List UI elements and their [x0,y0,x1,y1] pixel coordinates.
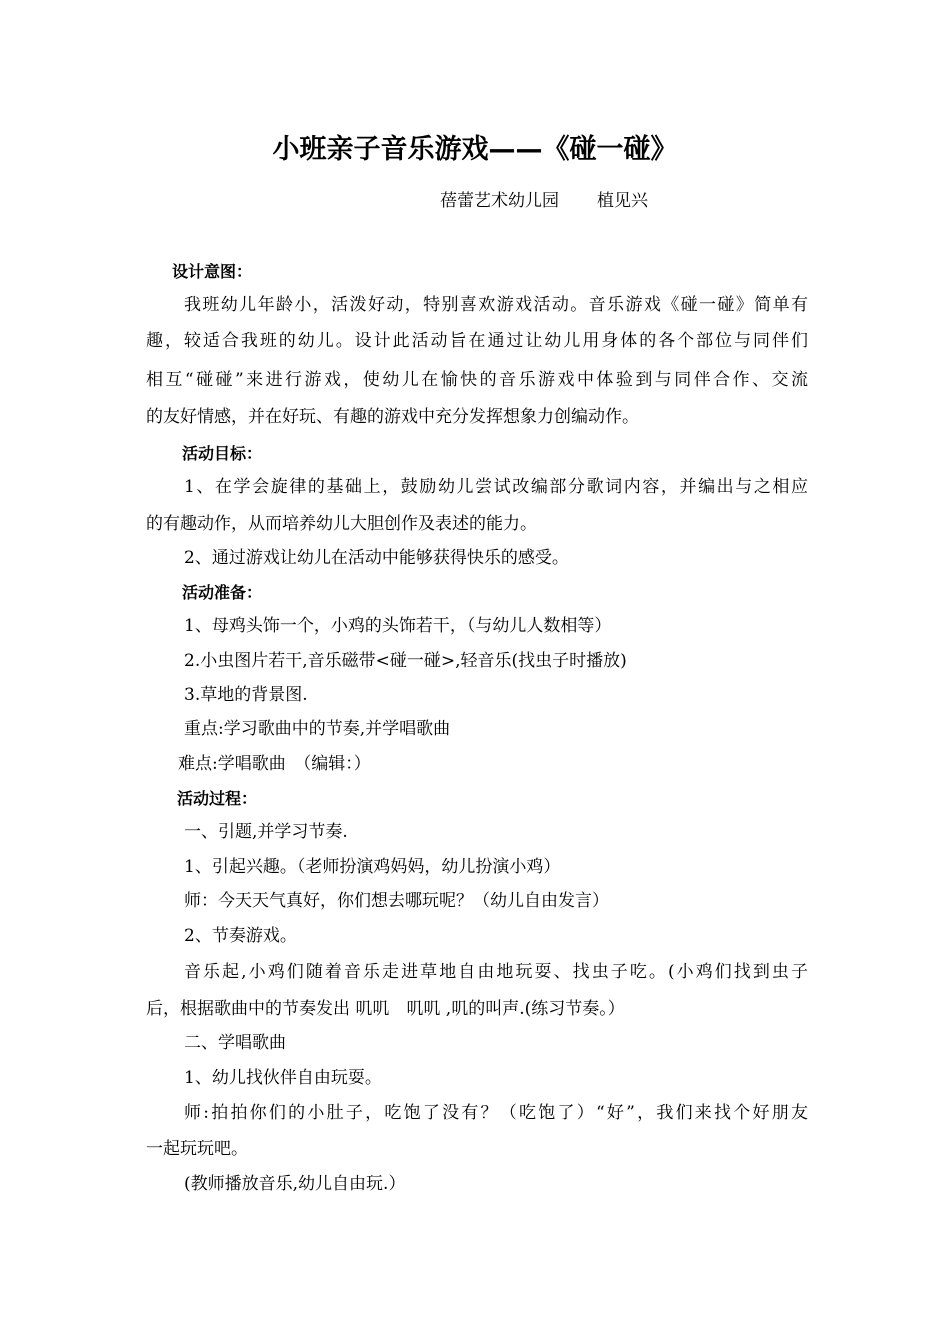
paragraph-line: 2、节奏游戏。 [184,926,297,946]
section-heading-preparation: 活动准备： [182,583,263,602]
paragraph-line: 后，根据歌曲中的节奏发出 叽叽 叽叽 ,叽的叫声.(练习节奏。） [146,999,625,1019]
author-name: 植见兴 [597,191,648,211]
author-line [440,187,648,215]
paragraph-line: 的友好情感，并在好玩、有趣的游戏中充分发挥想象力创编动作。 [146,407,639,427]
paragraph-line: 1、母鸡头饰一个，小鸡的头饰若干，（与幼儿人数相等） [184,616,612,636]
paragraph-line: 二、学唱歌曲 [184,1033,286,1053]
paragraph-line: 3.草地的背景图. [184,685,308,705]
paragraph-line: 难点:学唱歌曲 （编辑：） [178,754,371,774]
paragraph-line: 1、幼儿找伙伴自由玩耍。 [184,1068,382,1088]
paragraph-line: 趣，较适合我班的幼儿。设计此活动旨在通过让幼儿用身体的各个部位与同伴们 [146,331,808,351]
school-name: 蓓蕾艺术幼儿园 [440,191,559,211]
paragraph-line: 一起玩玩吧。 [146,1139,248,1159]
paragraph-line: 1、在学会旋律的基础上，鼓励幼儿尝试改编部分歌词内容，并编出与之相应 [184,477,808,497]
paragraph-line: 相互“碰碰”来进行游戏，使幼儿在愉快的音乐游戏中体验到与同伴合作、交流 [146,370,808,390]
page-title: 小班亲子音乐游戏——《碰一碰》 [272,134,678,165]
paragraph-line: 的有趣动作，从而培养幼儿大胆创作及表述的能力。 [146,514,537,534]
paragraph-line: 2、通过游戏让幼儿在活动中能够获得快乐的感受。 [184,548,569,568]
paragraph-line: (教师播放音乐,幼儿自由玩.） [184,1174,406,1194]
paragraph-line: 2.小虫图片若干,音乐磁带<碰一碰>,轻音乐(找虫子时播放) [184,651,627,671]
paragraph-line: 师：今天天气真好，你们想去哪玩呢？（幼儿自由发言） [184,891,609,911]
section-heading-process: 活动过程： [177,789,258,808]
paragraph-line: 一、引题,并学习节奏. [184,822,348,842]
paragraph-line: 我班幼儿年龄小，活泼好动，特别喜欢游戏活动。音乐游戏《碰一碰》简单有 [184,295,808,315]
section-heading-goals: 活动目标： [182,444,263,463]
section-heading-design-intent: 设计意图： [172,262,253,281]
paragraph-line: 重点:学习歌曲中的节奏,并学唱歌曲 [184,719,451,739]
paragraph-line: 师:拍拍你们的小肚子，吃饱了没有？（吃饱了）“好”，我们来找个好朋友 [184,1103,808,1123]
paragraph-line: 1、引起兴趣。（老师扮演鸡妈妈，幼儿扮演小鸡） [184,857,561,877]
paragraph-line: 音乐起,小鸡们随着音乐走进草地自由地玩耍、找虫子吃。(小鸡们找到虫子 [184,962,808,982]
